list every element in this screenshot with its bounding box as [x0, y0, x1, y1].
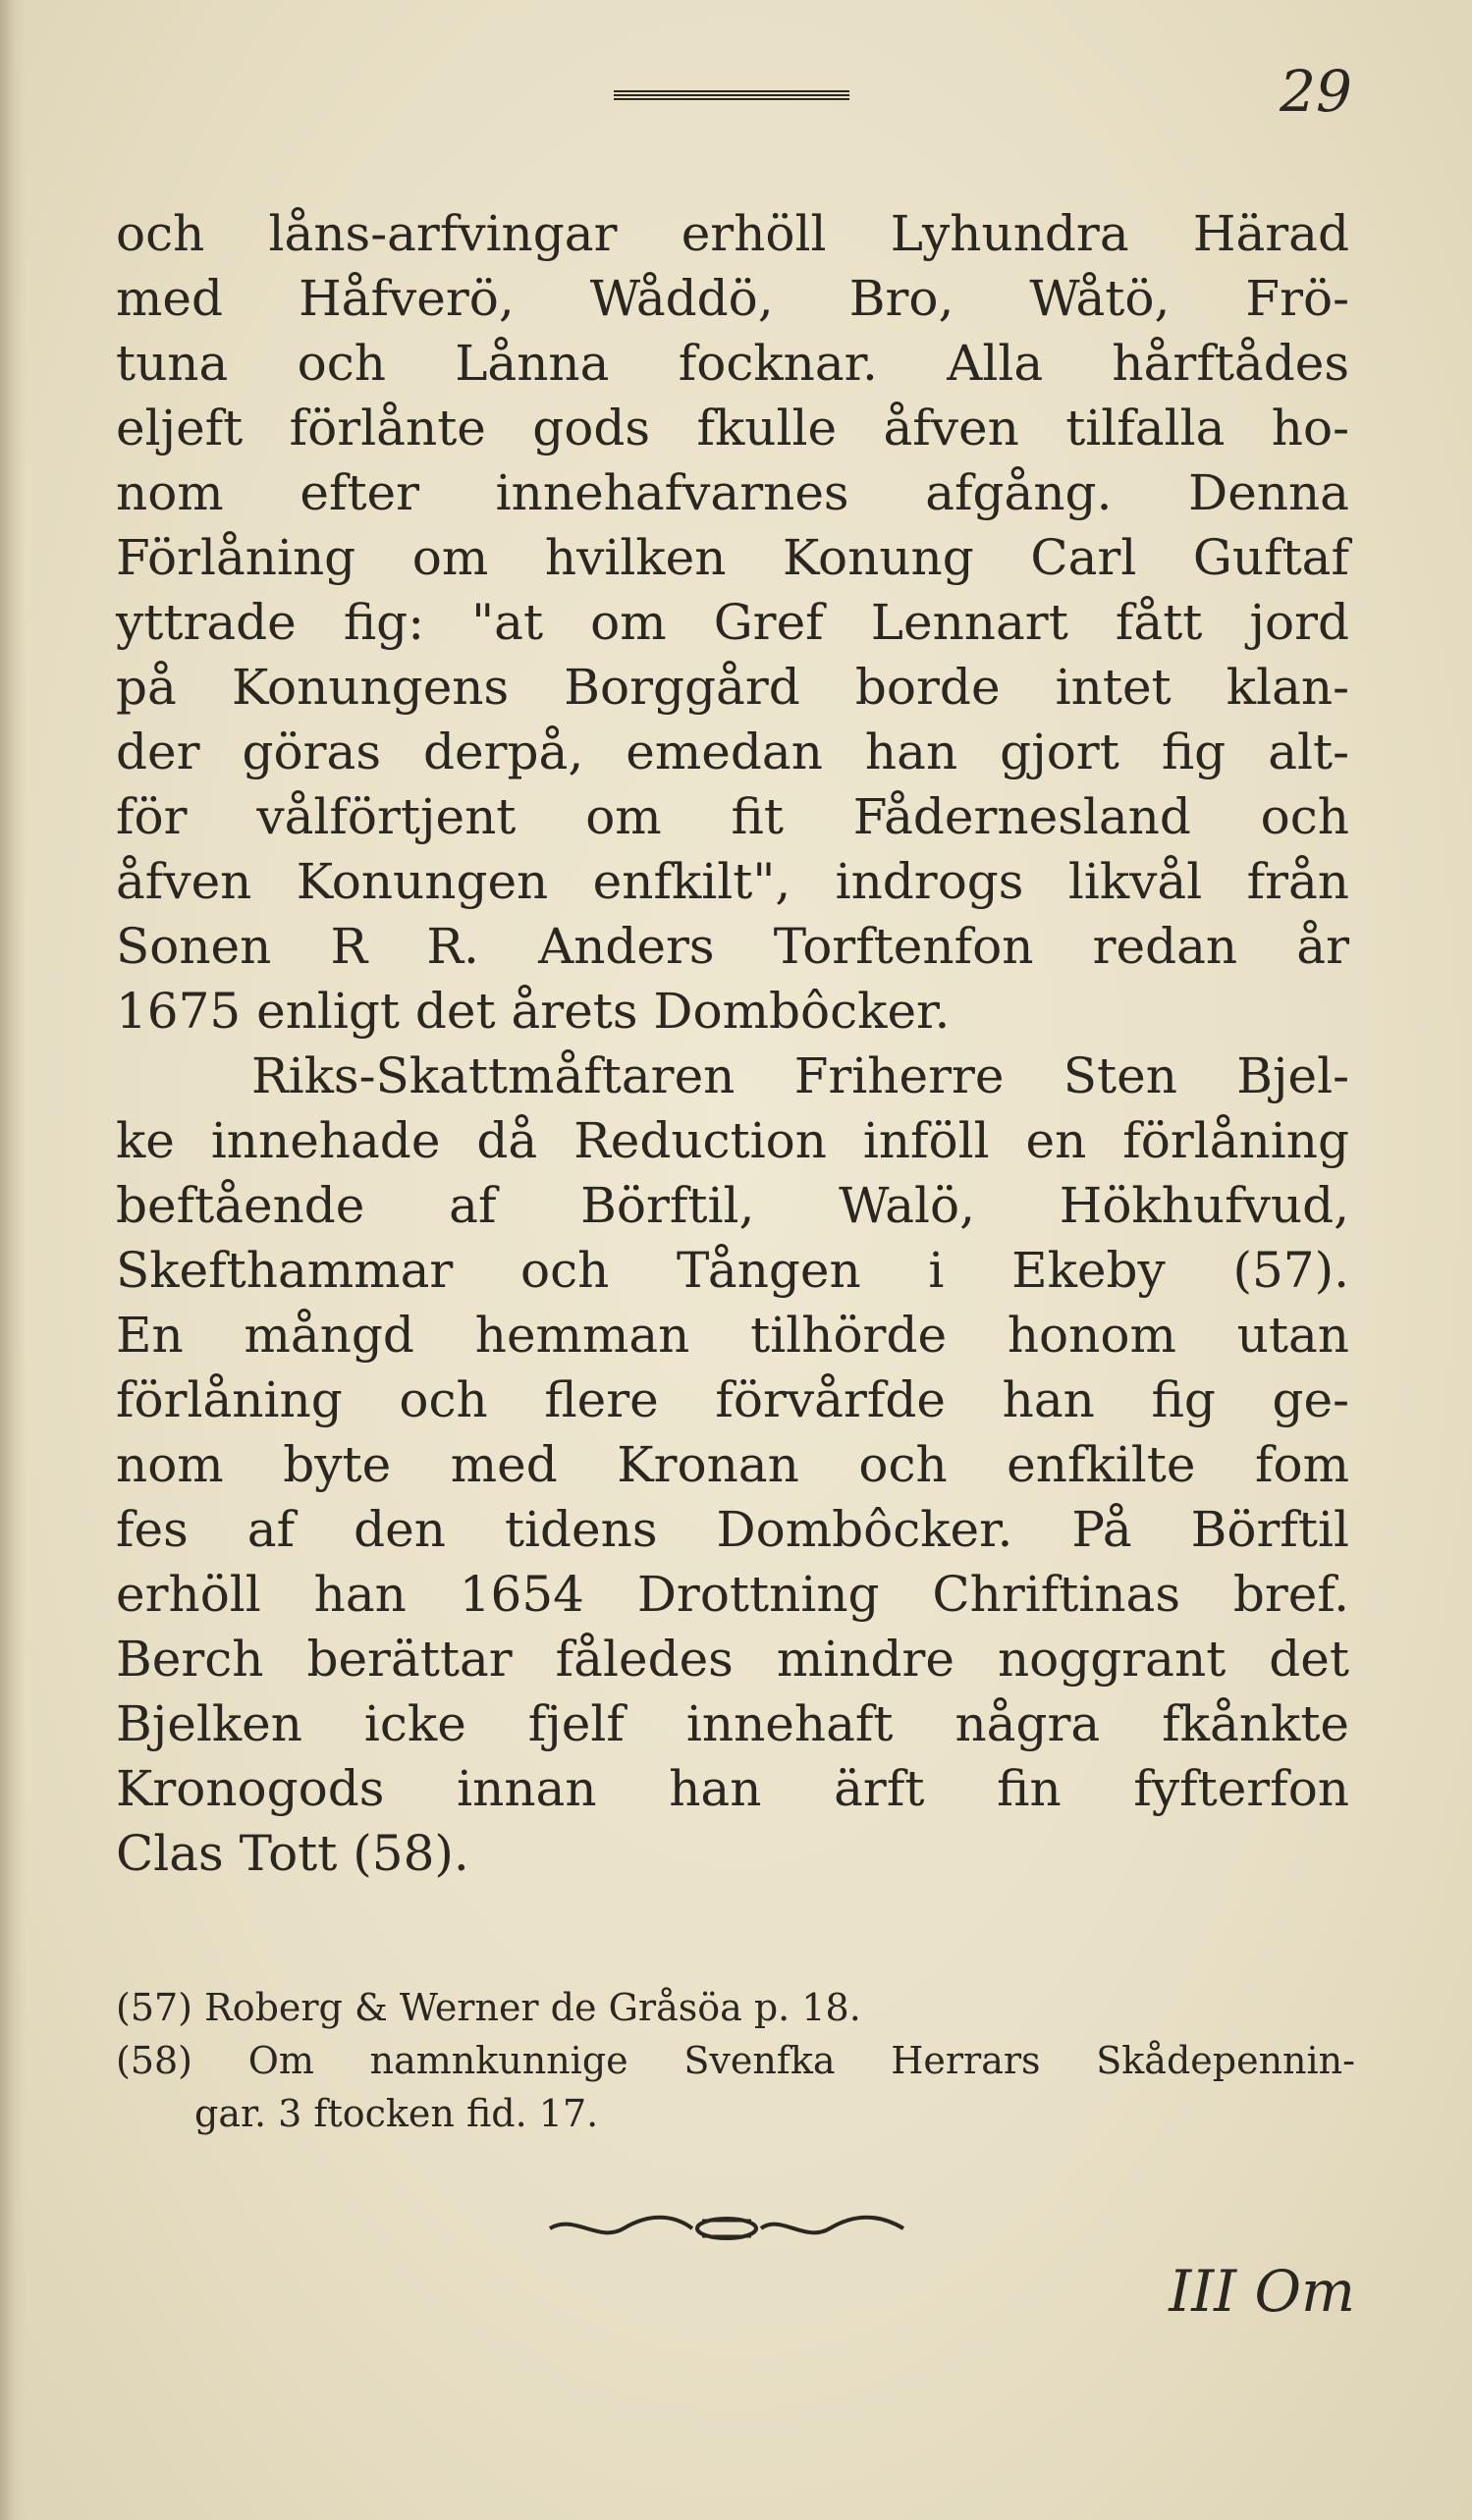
tailpiece-ornament	[545, 2209, 908, 2248]
page-number: 29	[1280, 58, 1352, 125]
header-rule	[614, 90, 849, 102]
footnotes	[116, 1981, 1355, 2140]
text-line: förlåning och flere förvårfde han fig ge-	[116, 1371, 1349, 1428]
text-line: 1675 enligt det årets Dombôcker.	[116, 983, 951, 1040]
text-line: på Konungens Borggård borde intet klan-	[116, 659, 1349, 716]
text-line: Förlåning om hvilken Konung Carl Guftaf	[116, 529, 1349, 586]
text-line: med Håfverö, Wåddö, Bro, Wåtö, Frö-	[116, 270, 1349, 327]
text-line: En mångd hemman tilhörde honom utan	[116, 1307, 1349, 1364]
text-line: erhöll han 1654 Drottning Chriftinas bref.	[116, 1566, 1349, 1623]
text-line: tuna och Lånna focknar. Alla hårftådes	[116, 335, 1349, 392]
text-line: nom efter innehafvarnes afgång. Denna	[116, 464, 1349, 521]
text-line: ke innehade då Reduction inföll en förlåning	[116, 1112, 1349, 1169]
text-line: fes af den tidens Dombôcker. På Börftil	[116, 1501, 1349, 1558]
text-line: der göras derpå, emedan han gjort fig alt-	[116, 724, 1349, 780]
footnote-58: (58) Om namnkunnige Svenfka Herrars Skådepennin-	[116, 2039, 1355, 2082]
text-line: nom byte med Kronan och enfkilte fom	[116, 1436, 1349, 1493]
text-line: beftående af Börftil, Walö, Hökhufvud,	[116, 1177, 1349, 1234]
text-line: Sonen R R. Anders Torftenfon redan år	[116, 918, 1349, 975]
page-gutter-shadow	[0, 0, 26, 2520]
text-line: Skefthammar och Tången i Ekeby (57).	[116, 1242, 1349, 1299]
text-line: Bjelken icke fjelf innehaft några fkånkte	[116, 1695, 1349, 1752]
text-line: och låns-arfvingar erhöll Lyhundra Härad	[116, 205, 1349, 262]
text-line: yttrade fig: "at om Gref Lennart fått jord	[116, 594, 1349, 651]
text-line: eljeft förlånte gods fkulle åfven tilfalla ho-	[116, 400, 1349, 456]
text-line: Berch berättar fåledes mindre noggrant det	[116, 1631, 1349, 1688]
footnote-58-continued: gar. 3 ftocken fid. 17.	[194, 2092, 599, 2135]
text-line: Clas Tott (58).	[116, 1825, 469, 1882]
text-line: för vålförtjent om fit Fådernesland och	[116, 788, 1349, 845]
text-line: Kronogods innan han ärft fin fyfterfon	[116, 1760, 1349, 1817]
footnote-57: (57) Roberg & Werner de Gråsöa p. 18.	[116, 1986, 861, 2029]
text-line: Riks-Skattmåftaren Friherre Sten Bjel-	[251, 1047, 1349, 1104]
catchword: III Om	[1169, 2258, 1355, 2325]
body-text	[116, 201, 1349, 1886]
text-line: åfven Konungen enfkilt", indrogs likvål från	[116, 853, 1349, 910]
